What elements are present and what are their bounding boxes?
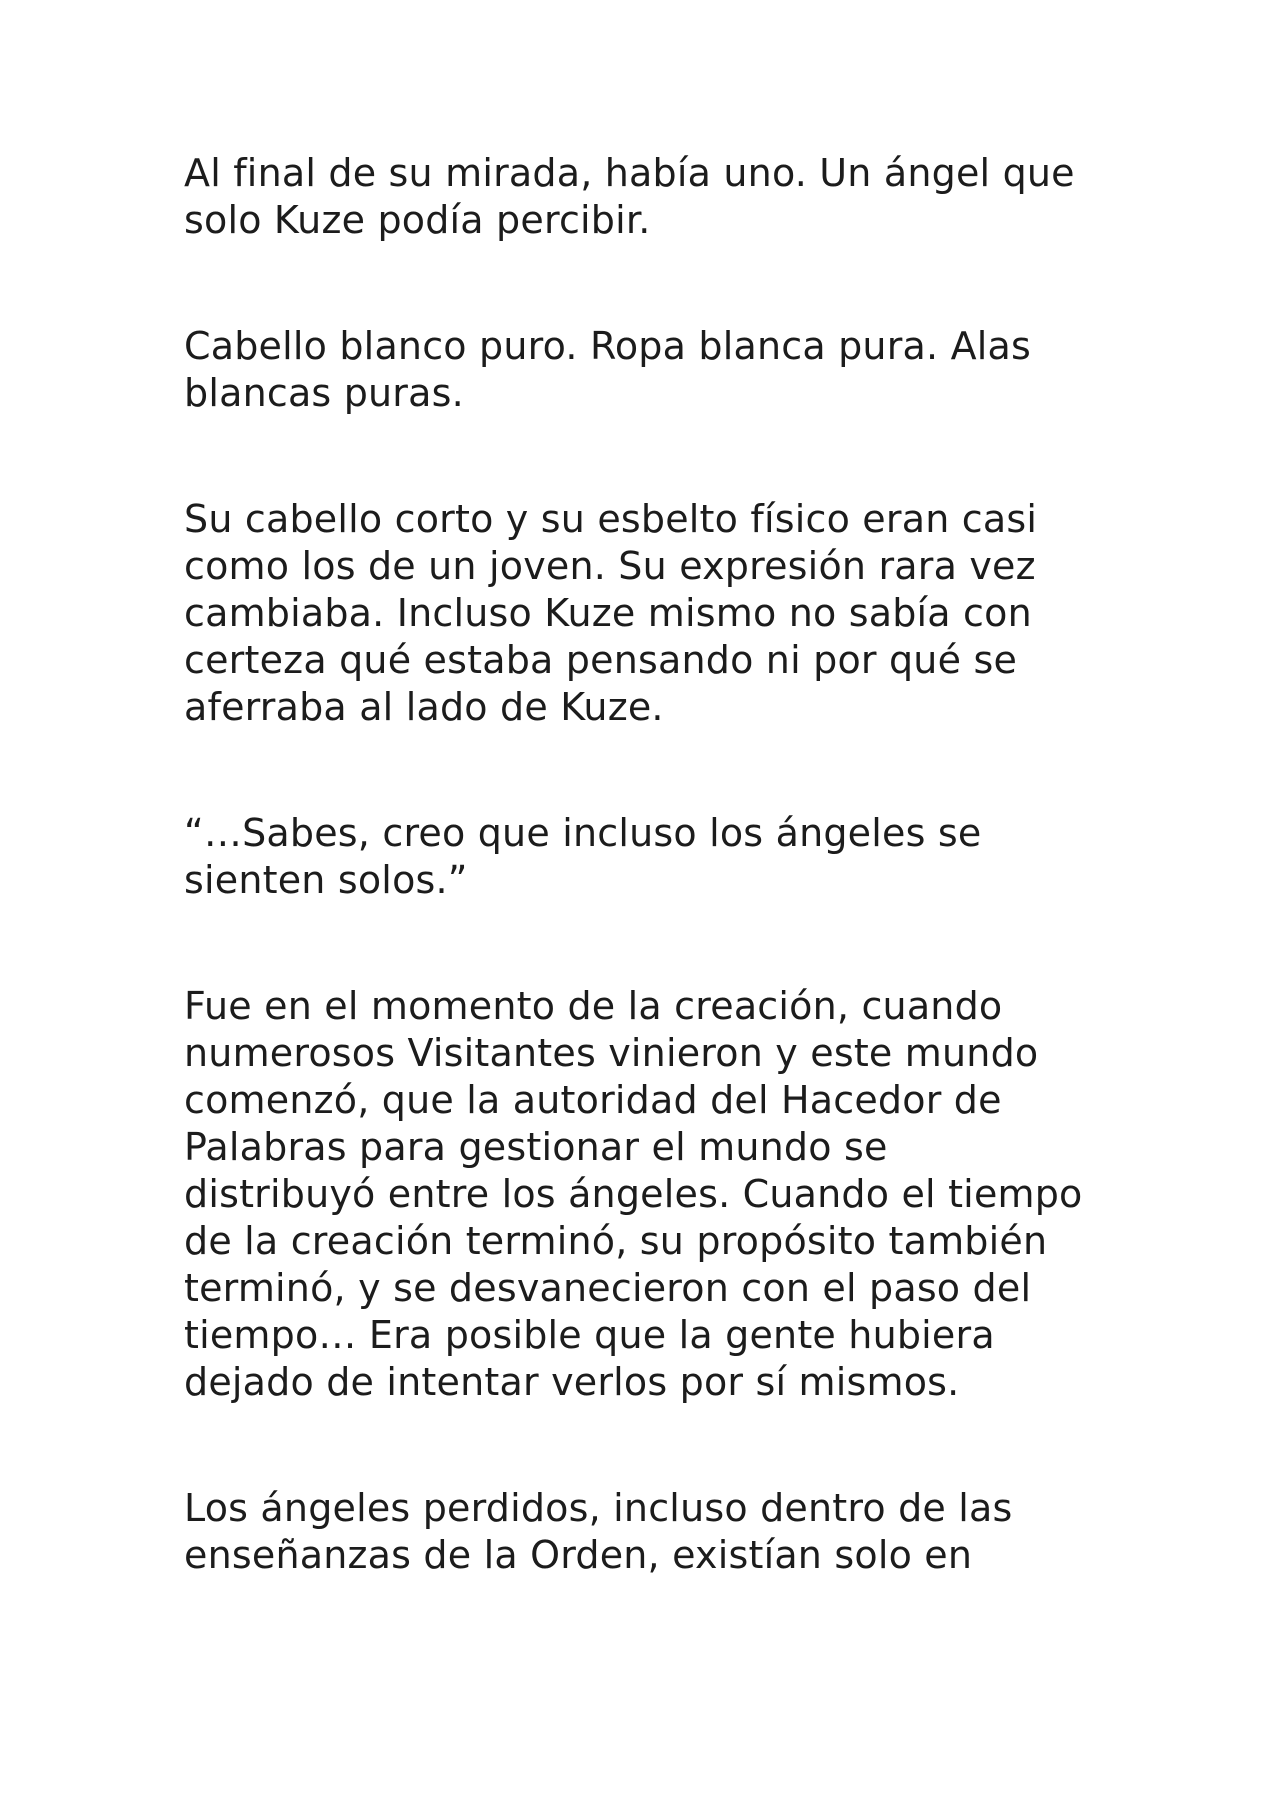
paragraph-2: Cabello blanco puro. Ropa blanca pura. Alas blancas puras.: [184, 324, 1032, 415]
paragraph-3: Su cabello corto y su esbelto físico eran casi como los de un joven. Su expresión rara vez cambiaba. Incluso Kuze mismo no sabía con certeza qué estaba pensando ni por qué se aferraba al lado de Kuze.: [184, 497, 1038, 729]
document-page: [184, 150, 1124, 1658]
paragraph-1: Al final de su mirada, había uno. Un ángel que solo Kuze podía percibir.: [184, 151, 1075, 242]
paragraph-4: “…Sabes, creo que incluso los ángeles se sienten solos.”: [184, 811, 982, 902]
paragraph-5: Fue en el momento de la creación, cuando numerosos Visitantes vinieron y este mundo comenzó, que la autoridad del Hacedor de Palabras para gestionar el mundo se distribuyó entre los ángeles. Cuando el tiempo de la creación terminó, su propósito también terminó, y se desvanecieron con el paso del tiempo… Era posible que la gente hubiera dejado de intentar verlos por sí mismos.: [184, 984, 1083, 1404]
paragraph-6: Los ángeles perdidos, incluso dentro de las enseñanzas de la Orden, existían solo en: [184, 1486, 1013, 1577]
